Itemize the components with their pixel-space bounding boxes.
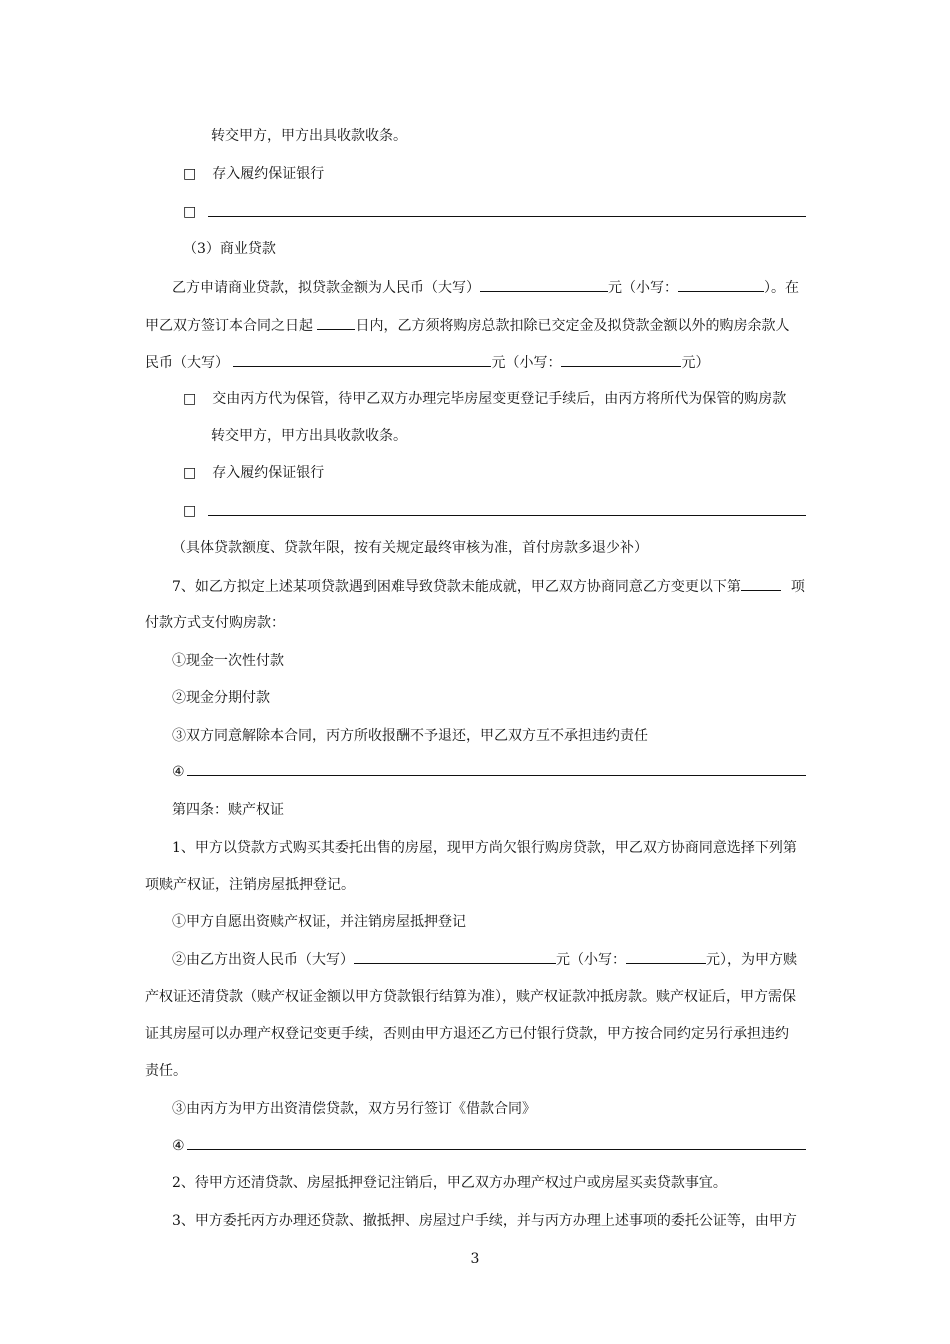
text-line: 乙方申请商业贷款，拟贷款金额为人民币（大写） 元（小写： ）。在 [172, 277, 799, 298]
option-1: ①甲方自愿出资赎产权证，并注销房屋抵押登记 [172, 914, 466, 930]
text-line: 甲乙双方签订本合同之日起 日内，乙方须将购房总款扣除已交定金及拟贷款金额以外的购房余款人 [145, 315, 789, 336]
option-4: ④ [172, 1138, 185, 1154]
page-number: 3 [470, 1251, 480, 1267]
blank-field[interactable] [354, 949, 556, 964]
text-line: 民币（大写） 元（小写： 元） [145, 352, 709, 373]
text-line: 1、甲方以贷款方式购买其委托出售的房屋，现甲方尚欠银行购房贷款，甲乙双方协商同意选择下列第 [172, 840, 797, 856]
checkbox-icon[interactable]: □ [183, 166, 197, 182]
note-text: （具体贷款额度、贷款年限，按有关规定最终审核为准，首付房款多退少补） [172, 540, 648, 556]
text-line: 责任。 [145, 1063, 187, 1079]
option-label: 存入履约保证银行 [212, 465, 325, 481]
text-line: 产权证还清贷款（赎产权证金额以甲方贷款银行结算为准），赎产权证款冲抵房款。赎产权证后，甲方需保 [145, 989, 796, 1005]
blank-line[interactable] [187, 775, 806, 776]
option-label: 存入履约保证银行 [212, 166, 325, 182]
option-3: ③由丙方为甲方出资清偿贷款，双方另行签订《借款合同》 [172, 1101, 536, 1117]
blank-field[interactable] [317, 315, 355, 330]
text-line: 2、待甲方还清贷款、房屋抵押登记注销后，甲乙双方办理产权过户或房屋买卖贷款事宜。 [172, 1175, 727, 1191]
article-heading: 第四条：赎产权证 [172, 802, 284, 818]
blank-field[interactable] [626, 949, 706, 964]
checkbox-icon[interactable]: □ [183, 204, 197, 220]
blank-field[interactable] [480, 277, 608, 292]
option-2: ②由乙方出资人民币（大写） 元（小写： 元），为甲方赎 [172, 949, 797, 970]
checkbox-other[interactable] [183, 202, 212, 222]
checkbox-icon[interactable]: □ [183, 465, 197, 481]
checkbox-option[interactable] [183, 389, 786, 409]
checkbox-other[interactable] [183, 501, 212, 521]
option-4: ④ [172, 764, 185, 780]
text-line: 项赎产权证，注销房屋抵押登记。 [145, 877, 355, 893]
option-2: ②现金分期付款 [172, 690, 270, 706]
text-line: 3、甲方委托丙方办理还贷款、撤抵押、房屋过户手续，并与丙方办理上述事项的委托公证等，由甲方 [172, 1213, 797, 1229]
text-line: 转交甲方，甲方出具收款收条。 [211, 428, 407, 444]
option-3: ③双方同意解除本合同，丙方所收报酬不予退还，甲乙双方互不承担违约责任 [172, 728, 648, 744]
text-line: 转交甲方，甲方出具收款收条。 [211, 128, 407, 144]
checkbox-icon[interactable]: □ [183, 503, 197, 519]
section-heading: （3）商业贷款 [183, 241, 276, 257]
blank-field[interactable] [741, 576, 781, 591]
blank-field[interactable] [233, 352, 491, 367]
text-line: 7、如乙方拟定上述某项贷款遇到困难导致贷款未能成就，甲乙双方协商同意乙方变更以下第 项 [172, 576, 805, 597]
option-1: ①现金一次性付款 [172, 653, 284, 669]
text-line: 付款方式支付购房款： [145, 615, 285, 631]
text-line: 证其房屋可以办理产权登记变更手续，否则由甲方退还乙方已付银行贷款，甲方按合同约定另行承担违约 [145, 1026, 789, 1042]
blank-line[interactable] [208, 216, 806, 217]
checkbox-icon[interactable]: □ [183, 391, 197, 407]
blank-line[interactable] [208, 515, 806, 516]
blank-line[interactable] [187, 1149, 806, 1150]
blank-field[interactable] [678, 277, 764, 292]
checkbox-option[interactable] [183, 164, 324, 184]
option-label: 交由丙方代为保管，待甲乙双方办理完毕房屋变更登记手续后，由丙方将所代为保管的购房款 [212, 391, 787, 407]
blank-field[interactable] [561, 352, 681, 367]
checkbox-option[interactable] [183, 463, 324, 483]
